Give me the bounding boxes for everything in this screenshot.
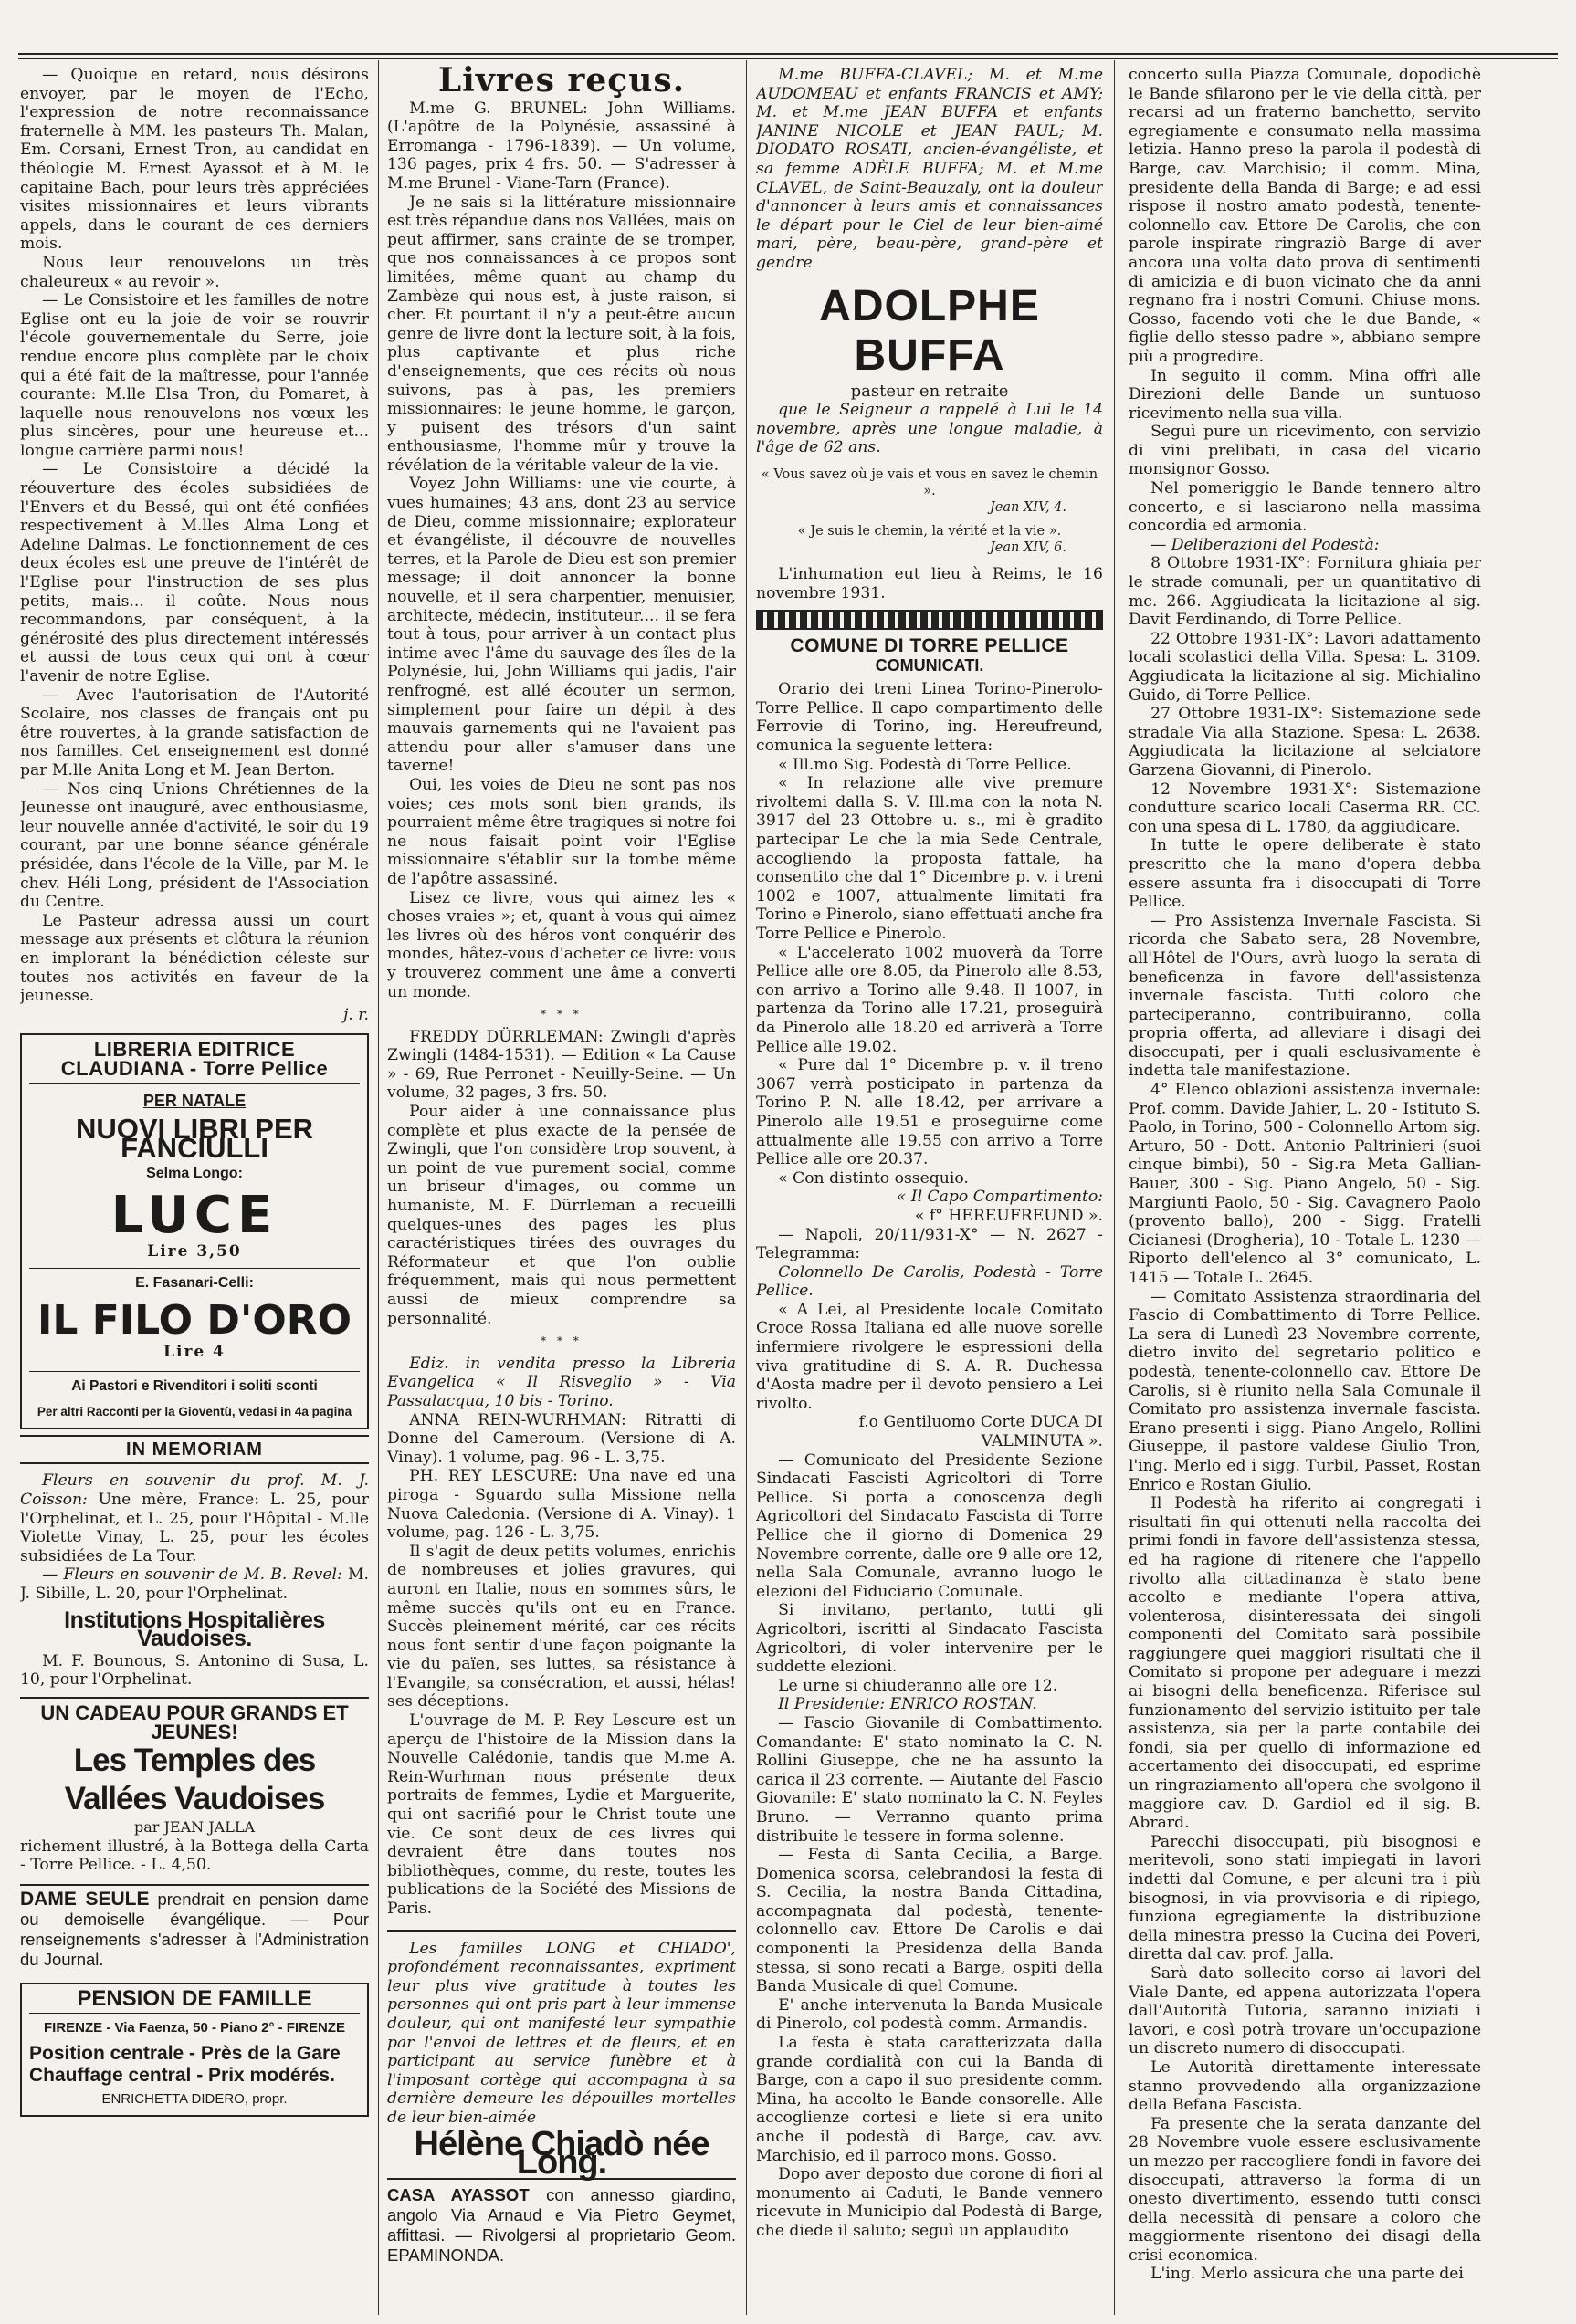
paragraph: In seguito il comm. Mina offrì alle Direzioni delle Bande un suntuoso ricevimento nella sua villa. <box>1129 366 1481 423</box>
paragraph: Pour aider à une connaissance plus complète et plus exacte de la pensée de Zwingli, que l'on considère trop souvent, à un point de vue purement social, comme un briseur d'images, ou comme un humaniste, M. F. Dürrleman a recueilli quelques-unes des pages les plus caractéristiques tirées des ouvrages du Réformateur et que l'on oublie fréquemment, mais qui nous permettent aussi de mieux comprendre sa personnalité. <box>387 1103 736 1328</box>
paragraph: Oui, les voies de Dieu ne sont pas nos voies; ces mots sont bien grands, ils pourraient même être tragiques si notre foi ne nous faisait point voir l'Eglise missionnaire s'établir sur la tombe même de l'apôtre assassiné. <box>387 775 736 888</box>
book-price: Lire 4 <box>163 1343 226 1362</box>
paragraph: Le Autorità direttamente interessate stanno provvedendo alla organizzazione della Befana Fascista. <box>1129 2057 1481 2115</box>
section-heading: COMUNE DI TORRE PELLICE <box>790 635 1069 657</box>
ad-text: prendrait en pension dame ou demoiselle évangélique. — Pour renseignements s'adresser à l'Administration du Journal. <box>20 1889 369 1969</box>
signature: Il Presidente: ENRICO ROSTAN. <box>778 1695 1037 1714</box>
section-subheading: COMUNICATI. <box>875 655 984 675</box>
ad-proprietor: ENRICHETTA DIDERO, propr. <box>101 2091 288 2108</box>
ad-header: UN CADEAU POUR GRANDS ET JEUNES! <box>20 1697 369 1742</box>
section-heading: IN MEMORIAM <box>20 1435 369 1465</box>
paragraph: — Napoli, 20/11/931-X° — N. 2627 - Telegramma: <box>756 1225 1103 1263</box>
thanks-notice <box>387 1930 736 2183</box>
column-divider <box>1114 60 1115 2315</box>
paragraph: — Fascio Giovanile di Combattimento. Comandante: E' stato nominato la C. N. Rollini Giuseppe, che ne ha assunto la carica il 23 corrente. — Aiutante del Fascio Giovanile: E' stato nominato la C. N. Feyles Bruno. — Verranno quanto prima distribuite le tessere in forma solenne. <box>756 1713 1103 1846</box>
paragraph: « Ill.mo Sig. Podestà di Torre Pellice. <box>778 755 1072 774</box>
book-author: par JEAN JALLA <box>133 1818 256 1837</box>
paragraph: PH. REY LESCURE: Una nave ed una piroga - Sguardo sulla Missione nella Nuova Caledonia. (Versione di A. Vinay). 1 volume, pag. 126 - L. 3,75. <box>387 1467 736 1543</box>
paragraph: Dopo aver deposto due corone di fiori al monumento ai Caduti, le Bande vennero ricevute in Municipio dal Podestà di Barge, che diede il saluto; seguì un applaudito <box>756 2165 1103 2240</box>
paragraph: que le Seigneur a rappelé à Lui le 14 novembre, après une longue maladie, à l'âge de 62 ans. <box>756 401 1103 457</box>
paragraph: — Deliberazioni del Podestà: <box>1150 535 1380 554</box>
book-title: LUCE <box>110 1185 278 1245</box>
ad-note: Ai Pastori e Rivenditori i soliti sconti <box>29 1371 360 1397</box>
paragraph: Lisez ce livre, vous qui aimez les « choses vraies »; et, quant à vous qui aimez les livres où des héros vont conquérir des mondes, hâtez-vous d'acheter ce livre: vous y trouverez comment une âme a converti un monde. <box>387 888 736 1001</box>
paragraph: L'inhumation eut lieu à Reims, le 16 novembre 1931. <box>756 564 1103 602</box>
separator-stars: * * * <box>541 1008 583 1021</box>
thanks-text: Les familles LONG et CHIADO', profondément reconnaissantes, expriment leur plus vive gratitude à toutes les personnes qui ont pris part à leur immense douleur, qui ont manifesté leur sympathie par l'envoi de lettres et de fleurs, et en participant au service funèbre et à l'imposant cortège qui accompagna à sa dernière demeure les dépouilles mortelles de leur bien-aimée <box>387 1939 736 2127</box>
paragraph: concerto sulla Piazza Comunale, dopodichè le Bande sfilarono per le vie della città, per recarsi ad un fraterno banchetto, servito egregiamente e consumato nella massima letizia. Hanno preso la parola il podestà di Barge, cav. Marchisio; il comm. Mina, presidente della Banda di Barge; e ad essi rispose il nostro amato podestà, tenente-colonnello cav. Ettore De Carolis, che con parole inspirate ringraziò Barge di aver ancora una volta dato prova di sentimenti di amicizia e di buon vicinato che da anni regnano fra i nostri Comuni. Chiuse mons. Gosso, facendo voti che le due Bande, « figlie dello stesso padre », abbiano sempre più a progredire. <box>1129 66 1481 366</box>
ad-header: PENSION DE FAMILLE <box>29 1990 360 2014</box>
memoriam-text: Une mère, France: L. 25, pour l'Orphelinat, et L. 25, pour l'Hôpital - M.lle Violette Vinay, L. 25, pour les écoles subsidiées de La Tour. <box>20 1491 369 1565</box>
ad-pension <box>20 1983 369 2117</box>
signature: j. r. <box>342 1005 369 1024</box>
column-divider <box>746 60 747 2315</box>
deceased-role: pasteur en retraite <box>850 381 1009 401</box>
ornament-divider <box>756 610 1103 630</box>
ad-note: Per altri Racconti per la Gioventù, vedasi in 4a pagina <box>37 1405 352 1419</box>
paragraph: Le Pasteur adressa aussi un court message aux présents et clôtura la réunion en implorant la bénédiction céleste sur toutes nos activités en faveur de la jeunesse. <box>20 911 369 1006</box>
paragraph: Colonnello De Carolis, Podestà - Torre Pellice. <box>756 1262 1103 1301</box>
paragraph: — Comitato Assistenza straordinaria del Fascio di Combattimento di Torre Pellice. La sera di Lunedì 23 Novembre corrente, dietro invito del segretario politico e podestà, tenente-colonnello cav. Ettore De Carolis, si è riunito nella Sala Comunale il Comitato pro assistenza invernale fascista. Erano presenti i sigg. Piano Angelo, Rollini Giuseppe, il pastore valdese Giulio Tron, l'ing. Merlo ed i sigg. Turbil, Passet, Rostan Enrico e Rostan Giulio. <box>1129 1287 1481 1494</box>
paragraph: — Festa di Santa Cecilia, a Barge. Domenica scorsa, celebrandosi la festa di S. Cecilia, la nostra Banda Cittadina, accompagnata dal podestà, tenente-colonnello cav. Ettore De Carolis e dai componenti la Presidenza della Banda stessa, si sono recati a Barge, ospiti della Banda Musicale di quel Comune. <box>756 1846 1103 1996</box>
bible-quote <box>756 466 1103 556</box>
paragraph: Parecchi disoccupati, più bisognosi e meritevoli, sono stati impiegati in lavori indetti dal Comune, e per alcuni tra i più bisognosi, in via provvisoria e di ripiego, funziona egregiamente la distribuzione della minestra presso la Cucina dei Poveri, diretta dal cav. prof. Jalla. <box>1129 1832 1481 1964</box>
ad-header: LIBRERIA EDITRICE CLAUDIANA - Torre Pellice <box>29 1041 360 1084</box>
paragraph: « A Lei, al Presidente locale Comitato Croce Rossa Italiana ed alle nuove sorelle infermiere rivolgere le espressioni della viva gratitudine di S. A. R. Duchessa d'Aosta madre per il devoto pensiero a Lei rivolto. <box>756 1300 1103 1413</box>
paragraph: Voyez John Williams: une vie courte, à vues humaines; 43 ans, dont 23 au service de Dieu, comme missionnaire; explorateur et évangéliste, il découvre de nouvelles terres, et la Parole de Dieu est son premier message; il doit annoncer la bonne nouvelle, et il sera charpentier, menuisier, architecte, médecin, instituteur.... il se fera tout à tous, pour arriver à un contact plus intime avec l'âme du sauvage des îles de la Polynésie, lui, John Williams qui jadis, l'air renfrogné, est allé écouter un sermon, simplement pour faire un dépit à des mauvais garnements qui ne l'avaient pas attendu pour aller s'amuser dans une taverne! <box>387 475 736 776</box>
paragraph: « In relazione alle vive premure rivoltemi dalla S. V. Ill.ma con la nota N. 3917 del 23 Ottobre u. s., mi è gradito partecipar Le che la mia Sede Centrale, accogliendo la proposta fattale, ha consentito che dal 1° Dicembre p. v. i treni 1002 e 1007, attualmente limitati fra Torino e Pinerolo, siano effettuati anche fra Torre Pellice e Pinerolo. <box>756 774 1103 943</box>
paragraph: — Le Consistoire et les familles de notre Eglise ont eu la joie de voir se rouvrir l'école gouvernementale du Serre, joie rendue encore plus complète par le choix qui a été fait de la maîtresse, pour l'année courante: M.lle Elsa Tron, du Pomaret, à laquelle nous renouvelons nos vœux les plus sincères, pour une heureuse et... longue carrière parmi nous! <box>20 291 369 460</box>
paragraph: ANNA REIN-WURHMAN: Ritratti di Donne del Cameroum. (Versione di A. Vinay). 1 volume, pag. 96 - L. 3,75. <box>387 1410 736 1467</box>
signature: « Il Capo Compartimento: <box>896 1188 1103 1207</box>
ad-lead: CASA AYASSOT <box>387 2184 530 2204</box>
paragraph: — Quoique en retard, nous désirons envoyer, par le moyen de l'Echo, l'expression de notre reconnaissance fraternelle à MM. les pasteurs Th. Malan, Em. Corsani, Ernest Tron, au candidat en théologie M. Ernest Ayassot et à M. le capitaine Bach, pour leurs très appréciées visites missionnaires et leurs vibrants appels, dans le courant de ces derniers mois. <box>20 66 369 254</box>
quote-text: « Je suis le chemin, la vérité et la vie ». <box>797 523 1062 539</box>
paragraph: « Con distinto ossequio. <box>778 1168 969 1188</box>
signature: f.o Gentiluomo Corte DUCA DI VALMINUTA ». <box>858 1413 1103 1451</box>
top-rule-thin <box>18 58 1558 59</box>
paragraph: — Pro Assistenza Invernale Fascista. Si ricorda che Sabato sera, 28 Novembre, all'Hôtel de l'Ours, avrà luogo la serata di beneficenza in favore dell'assistenza invernale fascista. Tutti coloro che parteciperanno, contribuiranno, colla propria offerta, ad alleviare i disagi dei disoccupati, per i quali esclusivamente è indetta tale manifestazione. <box>1129 911 1481 1081</box>
paragraph: — Avec l'autorisation de l'Autorité Scolaire, nos classes de français ont pu être rouvertes, à la grande satisfaction de nos familles. Cet enseignement est donné par M.lle Anita Long et M. Jean Berton. <box>20 686 369 780</box>
column-4 <box>1129 66 1481 2315</box>
paragraph: FREDDY DÜRRLEMAN: Zwingli d'après Zwingli (1484-1531). — Edition « La Cause » - 69, Rue Perronet - Neuilly-Seine. — Un volume, 32 pages, 3 frs. 50. <box>387 1027 736 1103</box>
quote-ref: Jean XIV, 6. <box>989 539 1066 555</box>
paragraph: Orario dei treni Linea Torino-Pinerolo-Torre Pellice. Il capo compartimento delle Ferrovie di Torino, ing. Hereufreund, comunica la seguente lettera: <box>756 680 1103 756</box>
paragraph: — Nos cinq Unions Chrétiennes de la Jeunesse ont inauguré, avec enthousiasme, leur nouvelle année d'activité, le soir du 19 courant, par une bonne séance générale présidée, dans l'école de la Ville, par M. le chev. Héli Long, président de l'Association du Centre. <box>20 780 369 912</box>
paragraph: Le urne si chiuderanno alle ore 12. <box>778 1676 1058 1695</box>
paragraph: Il s'agit de deux petits volumes, enrichis de nombreuses et jolies gravures, qui auront en Italie, nous en sommes sûrs, le même succès qu'ils ont eu en France. Succès pleinement mérité, car ces récits nous font sentir d'une façon poignante la vie du païen, ses luttes, sa résistance à l'Evangile, sa consécration, et aussi, hélas! ses déceptions. <box>387 1542 736 1712</box>
paragraph: « Pure dal 1° Dicembre p. v. il treno 3067 verrà posticipato in partenza da Torino P. N. alle 18.42, per arrivare a Pinerolo alle 19.51 e proseguirne come attualmente alle 19.55 con arrivo a Torre Pellice alle ore 20.37. <box>756 1056 1103 1169</box>
book-title: IL FILO D'ORO <box>37 1297 352 1345</box>
paragraph: Seguì pure un ricevimento, con servizio di vini prelibati, in casa del vicario monsignor Gosso. <box>1129 423 1481 479</box>
ad-feature: Position centrale - Près de la Gare <box>29 2043 341 2065</box>
ad-casa-ayassot <box>387 2178 736 2266</box>
paragraph: Si invitano, pertanto, tutti gli Agricoltori, iscritti al Sindacato Fascista Agricoltori, di voler intervenire per le suddette elezioni. <box>756 1601 1103 1677</box>
column-divider <box>378 60 379 2315</box>
paragraph: « L'accelerato 1002 muoverà da Torre Pellice alle ore 8.05, da Pinerolo alle 8.53, con arrivo a Torino alle 9.48. Il 1007, in partenza da Torino alle 17.21, proseguirà da Pinerolo alle 18.20 ed arriverà a Torre Pellice alle 19.02. <box>756 943 1103 1056</box>
ad-subheader: PER NATALE <box>142 1092 247 1111</box>
paragraph: 27 Ottobre 1931-IX°: Sistemazione sede stradale Via alla Stazione. Spesa: L. 2638. Aggiudicata la licitazione al selciatore Garzena Giovanni, di Pinerolo. <box>1129 705 1481 780</box>
paragraph: 8 Ottobre 1931-IX°: Fornitura ghiaia per le strade comunali, per un quantitativo di mc. 266. Aggiudicata la licitazione al sig. Davit Ferdinando, di Torre Pellice. <box>1129 554 1481 630</box>
top-rule <box>18 53 1558 55</box>
paragraph: M.me G. BRUNEL: John Williams. (L'apôtre de la Polynésie, assassiné à Erromanga - 1796-1839). — Un volume, 136 pages, prix 4 frs. 50. — S'adresser à M.me Brunel - Viane-Tarn (France). <box>387 99 736 193</box>
death-announcement: M.me BUFFA-CLAVEL; M. et M.me AUDOMEAU et enfants FRANCIS et AMY; M. et M.me JEAN BUFFA et enfants JANINE NICOLE et JEAN PAUL; M. DIODATO ROSATI, ancien-évangéliste, et sa femme ADÈLE BUFFA; M. et M.me CLAVEL, de Saint-Beauzaly, ont la douleur d'annoncer à leurs amis et connaissances le départ pour le Ciel de leur bien-aimé mari, père, beau-père, grand-père et gendre <box>756 66 1103 272</box>
paragraph: L'ing. Merlo assicura che una parte dei <box>1150 2265 1464 2284</box>
paragraph: Il Podestà ha riferito ai congregati i risultati fin qui ottenuti nella raccolta dei primi fondi in favore dell'assistenza stessa, ed ha ragione di ritenere che l'appello rivolto alla cittadinanza è stato bene accolto e mediante l'opera attiva, volenterosa, disinteressata dei singoli componenti del Comitato sarà possibile raggiungere quei maggiori risultati che il Comitato si propone per adeguare i mezzi ai bisogni della beneficenza. Riferisce sul funzionamento del servizio istituito per tale assistenza, sia per la parte contabile dei fondi, sia per quello di informazione ed accertamento dei disoccupati, ed esprime un ringraziamento all'opera che svolgono il maggiore cav. D. Gardiol ed il sig. B. Abrard. <box>1129 1494 1481 1833</box>
section-heading: Livres reçus. <box>437 66 686 99</box>
deceased-name: ADOLPHE BUFFA <box>819 281 1040 380</box>
column-2 <box>387 66 736 2315</box>
book-price: Lire 3,50 <box>147 1241 242 1261</box>
paragraph: 12 Novembre 1931-X°: Sistemazione condutture scarico locali Caserma RR. CC. con una spesa di L. 1780, da aggiudicare. <box>1129 780 1481 836</box>
paragraph: M. F. Bounous, S. Antonino di Susa, L. 10, pour l'Orphelinat. <box>20 1651 369 1690</box>
paragraph: Je ne sais si la littérature missionnaire est très répandue dans nos Vallées, mais on peut affirmer, sans crainte de se tromper, que nos connaissances à ce propos sont limitées, même quant au champ du Zambèze qui nous est, à juste raison, si cher. Et pourtant il n'y a peut-être aucun genre de livre dont la lecture soit, à la fois, plus captivante et plus riche d'enseignements, que ces récits où nous suivons, pas à pas, les premiers missionnaires: le jeune homme, le garçon, y puisent des trésors d'un saint enthousiasme, l'homme mûr y trouve la révélation de la véritable valeur de la vie. <box>387 193 736 475</box>
paragraph: L'ouvrage de M. P. Rey Lescure est un aperçu de l'histoire de la Mission dans la Nouvelle Calédonie, tandis que M.me A. Rein-Wurhman nous présente deux portraits de femmes, Lydie et Marguerite, qui ont sacrifié pour le Christ toute une vie. Ce sont deux de ces livres qui devraient être dans toutes nos bibliothèques, comme, du reste, toutes les publications de la Société des Missions de Paris. <box>387 1712 736 1918</box>
ad-address: FIRENZE - Via Faenza, 50 - Piano 2° - FIRENZE <box>44 2019 345 2036</box>
paragraph: 22 Ottobre 1931-IX°: Lavori adattamento locali scolastici della Villa. Spesa: L. 3109. Aggiudicata la licitazione al sig. Michialino Guido, di Torre Pellice. <box>1129 629 1481 705</box>
book-author: E. Fasanari-Celli: <box>29 1268 360 1293</box>
ad-feature: Chauffage central - Prix modérés. <box>29 2065 335 2087</box>
ad-claudiana <box>20 1033 369 1429</box>
paragraph: 4° Elenco oblazioni assistenza invernale: Prof. comm. Davide Jahier, L. 20 - Istituto S. Paolo, in Torino, 500 - Colonnello Artom sig. Arturo, 50 - Dott. Antonio Paltrinieri (suoi cinque bimbi), 50 - Sig.ra Meta Gallian-Bauer, 300 - Sig. Piano Angelo, 50 - Sig. Margiunti Paolo, 50 - Sig. Cavagnero Paolo (provento ballo), 200 - Sigg. Fratelli Cicianesi (Drogheria), 10 - Totale L. 1230 — Riporto dell'elenco al 3° comunicato, L. 1415 — Totale L. 2645. <box>1129 1081 1481 1287</box>
memoriam-text: M. J. Sibille, L. 20, pour l'Orphelinat. <box>20 1565 369 1603</box>
ad-headline: NUOVI LIBRI PER FANCIULLI <box>75 1113 314 1164</box>
signature: « f° HEREUFREUND ». <box>914 1206 1103 1225</box>
quote-ref: Jean XIV, 4. <box>989 499 1066 515</box>
column-3 <box>756 66 1103 2315</box>
ad-lead: DAME SEULE <box>20 1888 150 1910</box>
separator-stars: * * * <box>541 1335 583 1348</box>
paragraph: — Comunicato del Presidente Sezione Sindacati Fascisti Agricoltori di Torre Pellice. Si porta a conoscenza degli Agricoltori del Sindacato Fascista di Torre Pellice che il giorno di Domenica 29 Novembre corrente, dalle ore 9 alle ore 12, nella Sala Comunale, avranno luogo le elezioni del Fiduciario Comunale. <box>756 1450 1103 1601</box>
ad-text: con annesso giardino, angolo Via Arnaud e Via Pietro Geymet, affittasi. — Rivolgersi al proprietario Geom. EPAMINONDA. <box>387 2184 736 2265</box>
deceased-name: Hélène Chiadò née Long. <box>414 2124 709 2183</box>
paragraph: La festa è stata caratterizzata dalla grande cordialità con cui la Banda di Barge, con a capo il suo presidente comm. Mina, ha accolto le Bande consorelle. Alle accoglienze cortesi e liete si era unito anche il podestà di Barge, cav. avv. Marchisio, ed il parroco mons. Gosso. <box>756 2034 1103 2165</box>
paragraph: Sarà dato sollecito corso ai lavori del Viale Dante, ed appena autorizzata l'opera dall'Autorità Tutoria, saranno iniziati i lavori, e così potrà trovare un'occupazione un discreto numero di disoccupati. <box>1129 1963 1481 2058</box>
column-1 <box>20 66 369 2315</box>
book-author: Selma Longo: <box>146 1166 243 1182</box>
ad-dame-seule <box>20 1884 369 1970</box>
paragraph: — Le Consistoire a décidé la réouverture des écoles subsidiées de l'Envers et du Bessé, qui ont été confiées respectivement à M.lles Alma Long et Adeline Dalmas. Le fonctionnement de ces deux écoles est une preuve de l'intérêt de l'Eglise pour l'instruction de ses plus petits, mais... il coûte. Nous nous recommandons, par conséquent, à la générosité des plus directement intéressés et aussi de tous ceux qui ont à cœur l'avenir de notre Eglise. <box>20 460 369 686</box>
memoriam-intro: — Fleurs en souvenir de M. B. Revel: <box>42 1565 342 1585</box>
quote-text: « Vous savez où je vais et vous en savez le chemin ». <box>761 466 1098 498</box>
book-title: Les Temples des Vallées Vaudoises <box>64 1743 325 1817</box>
section-heading: Institutions Hospitalières Vaudoises. <box>64 1607 325 1652</box>
paragraph: E' anche intervenuta la Banda Musicale di Pinerolo, col podestà comm. Armandis. <box>756 1995 1103 2034</box>
paragraph: Fa presente che la serata danzante del 28 Novembre vuole essere esclusivamente un mezzo per raccogliere fondi in favore dei disoccupati, attraverso la forma di un onesto divertimento, essendo tutti consci della necessità di pensare a coloro che maggiormente risentono dei disagi della crisi economica. <box>1129 2114 1481 2265</box>
book-description: richement illustré, à la Bottega della Carta - Torre Pellice. - L. 4,50. <box>20 1837 369 1875</box>
paragraph: Ediz. in vendita presso la Libreria Evangelica « Il Risveglio » - Via Passalacqua, 10 bis - Torino. <box>387 1354 736 1410</box>
memoriam-intro: Fleurs en souvenir du prof. M. J. Coïsson: <box>20 1471 369 1509</box>
paragraph: Nous leur renouvelons un très chaleureux « au revoir ». <box>20 253 369 291</box>
paragraph: In tutte le opere deliberate è stato prescritto che la mano d'opera debba essere assunta fra i disoccupati di Torre Pellice. <box>1129 836 1481 912</box>
paragraph: Nel pomeriggio le Bande tennero altro concerto, e si lasciarono nella massima concordia ed armonia. <box>1129 479 1481 536</box>
